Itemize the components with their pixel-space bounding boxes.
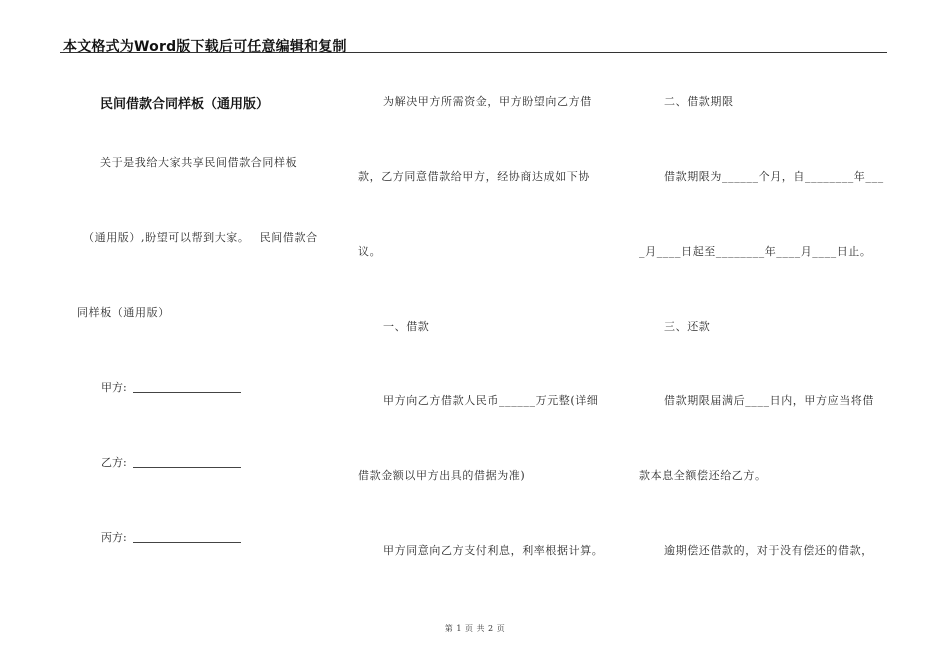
section1-line-3: 甲方同意向乙方支付利息，利率根据计算。 bbox=[383, 544, 604, 557]
section2-heading: 二、借款期限 bbox=[664, 95, 734, 108]
header-divider bbox=[60, 52, 887, 53]
party-c-blank bbox=[133, 542, 241, 543]
party-a-blank bbox=[133, 392, 241, 393]
section3-line-1: 借款期限届满后____日内，甲方应当将借 bbox=[664, 394, 874, 407]
document-header: 本文格式为Word版下载后可任意编辑和复制 bbox=[63, 39, 347, 55]
section1-line-1: 甲方向乙方借款人民币______万元整(详细 bbox=[383, 394, 599, 407]
section2-line-1: 借款期限为______个月，自________年___ bbox=[664, 170, 884, 183]
section3-heading: 三、还款 bbox=[664, 320, 711, 333]
section1-heading: 一、借款 bbox=[383, 320, 430, 333]
section3-line-2: 款本息全额偿还给乙方。 bbox=[639, 469, 767, 482]
party-c-label: 丙方: bbox=[101, 531, 127, 544]
col2-line-2: 款，乙方同意借款给甲方，经协商达成如下协 bbox=[358, 170, 590, 183]
party-a-row bbox=[101, 379, 241, 395]
party-a-label: 甲方: bbox=[101, 381, 127, 394]
section3-line-3: 逾期偿还借款的，对于没有偿还的借款， bbox=[664, 544, 873, 557]
page-number: 第 1 页 共 2 页 bbox=[444, 624, 506, 633]
document-title: 民间借款合同样板（通用版） bbox=[100, 97, 270, 112]
intro-line-3: 同样板（通用版） bbox=[77, 306, 170, 319]
party-b-blank bbox=[133, 467, 241, 468]
intro-line-2: （通用版）,盼望可以帮到大家。 民间借款合 bbox=[83, 231, 318, 244]
party-b-row bbox=[101, 454, 241, 470]
col2-line-3: 议。 bbox=[358, 245, 382, 258]
intro-line-1: 关于是我给大家共享民间借款合同样板 bbox=[100, 156, 298, 169]
party-c-row bbox=[101, 529, 241, 545]
col2-line-1: 为解决甲方所需资金，甲方盼望向乙方借 bbox=[383, 95, 592, 108]
party-b-label: 乙方: bbox=[101, 456, 127, 469]
section1-line-2: 借款金额以甲方出具的借据为准) bbox=[358, 469, 526, 482]
section2-line-2: _月____日起至________年____月____日止。 bbox=[639, 245, 872, 258]
